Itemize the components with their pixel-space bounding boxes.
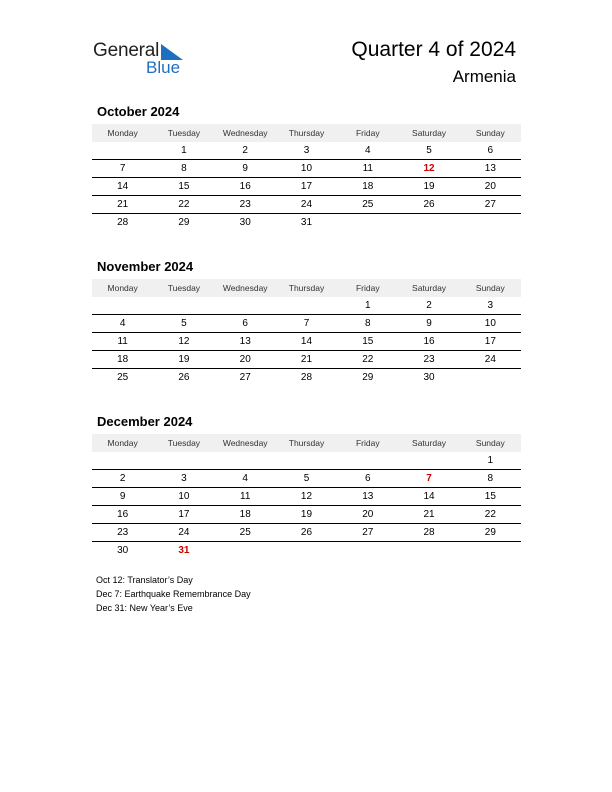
day-cell: 17: [300, 181, 313, 192]
day-cell: 28: [117, 217, 129, 228]
holiday-day-cell: 12: [423, 163, 435, 174]
week-row: [92, 470, 521, 488]
month-title: November 2024: [97, 259, 194, 274]
day-cell: 27: [239, 372, 251, 383]
day-cell: 12: [300, 491, 313, 502]
day-cell: 21: [117, 199, 129, 210]
day-cell: 8: [487, 473, 494, 484]
empty-day-cell: [398, 542, 459, 559]
day-cell: 27: [362, 527, 374, 538]
day-cell: 14: [423, 491, 435, 502]
weekday-label: Saturday: [412, 438, 447, 448]
day-cell: 5: [303, 473, 310, 484]
day-cell: 4: [364, 145, 371, 156]
week-row: [92, 351, 521, 369]
day-cell: 11: [240, 491, 251, 502]
empty-day-cell: [337, 452, 398, 469]
weekday-label: Monday: [107, 128, 138, 138]
week-row: [92, 488, 521, 506]
day-cell: 22: [484, 509, 496, 520]
weekday-header: [92, 434, 521, 452]
day-cell: 16: [239, 181, 251, 192]
empty-day-cell: [92, 142, 153, 159]
empty-day-cell: [337, 542, 398, 559]
weekday-label: Sunday: [475, 438, 505, 448]
day-cell: 11: [362, 163, 373, 174]
day-cell: 15: [484, 491, 496, 502]
week-row: [92, 369, 521, 386]
country-name: Armenia: [452, 67, 516, 86]
week-row: [92, 142, 521, 160]
day-cell: 16: [423, 336, 435, 347]
day-cell: 31: [300, 217, 313, 228]
empty-day-cell: [153, 452, 214, 469]
week-row: [92, 452, 521, 470]
weekday-label: Tuesday: [167, 283, 201, 293]
logo-word-general: General: [93, 40, 160, 61]
weekday-label: Monday: [107, 438, 138, 448]
day-cell: 1: [364, 300, 371, 311]
empty-day-cell: [276, 297, 337, 314]
weekday-label: Tuesday: [167, 128, 201, 138]
day-cell: 18: [239, 509, 251, 520]
quarter-title: Quarter 4 of 2024: [351, 38, 516, 61]
logo-word-blue: Blue: [146, 58, 181, 77]
day-cell: 15: [178, 181, 190, 192]
holiday-list: [96, 573, 251, 615]
month-title: December 2024: [97, 414, 193, 429]
holiday-day-cell: 7: [426, 473, 432, 484]
month-october: [92, 103, 521, 231]
weekday-label: Monday: [107, 283, 138, 293]
weekday-label: Thursday: [288, 438, 325, 448]
day-cell: 6: [242, 318, 248, 329]
weekday-label: Wednesday: [222, 283, 268, 293]
empty-day-cell: [92, 452, 153, 469]
month-title: October 2024: [97, 104, 180, 119]
weekday-label: Saturday: [412, 283, 447, 293]
day-cell: 27: [484, 199, 496, 210]
day-cell: 17: [484, 336, 496, 347]
empty-day-cell: [460, 542, 521, 559]
day-cell: 9: [426, 318, 432, 329]
day-cell: 10: [300, 163, 313, 174]
empty-day-cell: [337, 214, 398, 231]
holiday-item: Oct 12: Translator’s Day: [96, 575, 193, 585]
day-cell: 30: [423, 372, 435, 383]
day-cell: 5: [181, 318, 187, 329]
weekday-label: Thursday: [288, 128, 325, 138]
day-cell: 14: [117, 181, 129, 192]
day-cell: 13: [239, 336, 251, 347]
empty-day-cell: [276, 452, 337, 469]
weekday-label: Friday: [355, 128, 380, 138]
day-cell: 21: [300, 354, 313, 365]
empty-day-cell: [215, 452, 276, 469]
day-cell: 15: [362, 336, 374, 347]
day-cell: 3: [303, 145, 310, 156]
weekday-label: Saturday: [412, 128, 447, 138]
day-cell: 4: [242, 473, 248, 484]
day-cell: 23: [117, 527, 129, 538]
empty-day-cell: [276, 542, 337, 559]
day-cell: 2: [119, 473, 126, 484]
day-cell: 24: [178, 527, 190, 538]
day-cell: 23: [239, 199, 251, 210]
day-cell: 7: [303, 318, 310, 329]
day-cell: 13: [362, 491, 374, 502]
day-cell: 30: [239, 217, 251, 228]
holiday-day-cell: 31: [178, 545, 190, 556]
weekday-label: Sunday: [475, 283, 505, 293]
day-cell: 18: [117, 354, 129, 365]
day-cell: 19: [178, 354, 190, 365]
day-cell: 25: [117, 372, 129, 383]
day-cell: 12: [178, 336, 190, 347]
holiday-item: Dec 31: New Year’s Eve: [96, 603, 193, 613]
empty-day-cell: [398, 214, 459, 231]
day-cell: 30: [117, 545, 129, 556]
day-cell: 19: [300, 509, 313, 520]
weekday-label: Tuesday: [167, 438, 201, 448]
day-cell: 26: [300, 527, 313, 538]
day-cell: 3: [181, 473, 187, 484]
day-cell: 20: [484, 181, 496, 192]
week-row: [92, 506, 521, 524]
day-cell: 13: [484, 163, 496, 174]
week-row: [92, 297, 521, 315]
day-cell: 29: [362, 372, 374, 383]
day-cell: 7: [119, 163, 126, 174]
week-row: [92, 315, 521, 333]
holiday-item: Dec 7: Earthquake Remembrance Day: [96, 589, 251, 599]
day-cell: 2: [242, 145, 248, 156]
day-cell: 8: [364, 318, 371, 329]
day-cell: 23: [423, 354, 435, 365]
week-row: [92, 178, 521, 196]
week-row: [92, 524, 521, 542]
day-cell: 20: [362, 509, 374, 520]
week-row: [92, 196, 521, 214]
day-cell: 9: [119, 491, 126, 502]
day-cell: 3: [487, 300, 494, 311]
week-row: [92, 333, 521, 351]
empty-day-cell: [215, 542, 276, 559]
empty-day-cell: [92, 297, 153, 314]
day-cell: 17: [178, 509, 190, 520]
day-cell: 9: [242, 163, 248, 174]
empty-day-cell: [215, 297, 276, 314]
weekday-label: Friday: [355, 438, 380, 448]
empty-day-cell: [153, 297, 214, 314]
day-cell: 29: [484, 527, 496, 538]
week-row: [92, 214, 521, 231]
day-cell: 24: [484, 354, 496, 365]
weekday-header: [92, 124, 521, 142]
day-cell: 26: [178, 372, 190, 383]
day-cell: 14: [300, 336, 313, 347]
day-cell: 28: [300, 372, 313, 383]
day-cell: 4: [119, 318, 126, 329]
day-cell: 28: [423, 527, 435, 538]
day-cell: 6: [487, 145, 494, 156]
day-cell: 21: [423, 509, 435, 520]
day-cell: 19: [423, 181, 435, 192]
day-cell: 1: [181, 145, 187, 156]
weekday-header: [92, 279, 521, 297]
weekday-label: Wednesday: [222, 438, 268, 448]
empty-day-cell: [460, 369, 521, 386]
day-cell: 10: [178, 491, 190, 502]
day-cell: 25: [239, 527, 251, 538]
empty-day-cell: [460, 214, 521, 231]
day-cell: 10: [484, 318, 496, 329]
week-row: [92, 160, 521, 178]
day-cell: 26: [423, 199, 435, 210]
month-november: [92, 258, 521, 386]
generalblue-logo: [93, 40, 193, 80]
empty-day-cell: [398, 452, 459, 469]
weekday-label: Sunday: [475, 128, 505, 138]
weekday-label: Thursday: [288, 283, 325, 293]
day-cell: 29: [178, 217, 190, 228]
week-row: [92, 542, 521, 559]
day-cell: 24: [300, 199, 313, 210]
day-cell: 2: [426, 300, 432, 311]
day-cell: 8: [181, 163, 187, 174]
month-december: [92, 413, 521, 559]
day-cell: 18: [362, 181, 374, 192]
day-cell: 22: [178, 199, 190, 210]
day-cell: 22: [362, 354, 374, 365]
day-cell: 6: [364, 473, 371, 484]
day-cell: 11: [117, 336, 128, 347]
day-cell: 16: [117, 509, 129, 520]
weekday-label: Friday: [355, 283, 380, 293]
day-cell: 1: [487, 455, 494, 466]
weekday-label: Wednesday: [222, 128, 268, 138]
day-cell: 5: [426, 145, 432, 156]
day-cell: 25: [362, 199, 374, 210]
day-cell: 20: [239, 354, 251, 365]
